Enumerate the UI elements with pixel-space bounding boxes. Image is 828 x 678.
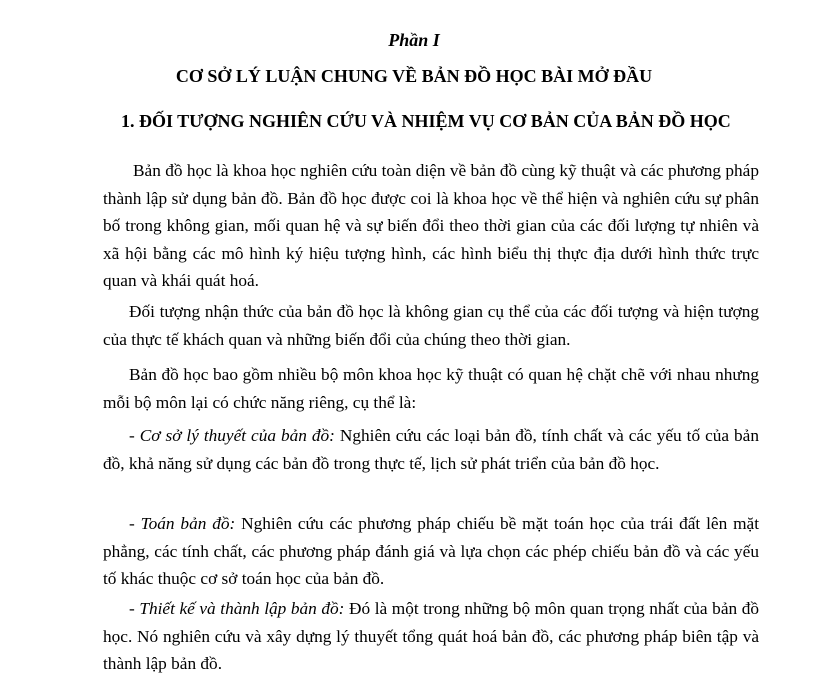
paragraph-text: Nghiên cứu các phương pháp chiếu bề mặt toán học của trái đất lên mặt phẳng, các tính chất, các phương pháp đánh giá và lựa chọn các phép chiếu bản đồ và các yếu tố khác thuộc cơ sở toán học của bản đồ. xyxy=(103,514,759,588)
part-title: Phần I xyxy=(388,30,440,50)
paragraph-text: Đó là một trong những bộ môn quan trọng nhất của bản đồ học. Nó nghiên cứu và xây dựng lý thuyết tổng quát hoá bản đồ, các phương pháp biên tập và thành lập bản đồ. xyxy=(103,599,760,673)
term-label: - Toán bản đồ: xyxy=(129,514,236,533)
paragraph-text: Bản đồ học bao gồm nhiều bộ môn khoa học kỹ thuật có quan hệ chặt chẽ với nhau nhưng mỗi bộ môn lại có chức năng riêng, cụ thể là: xyxy=(103,365,759,412)
section-heading: 1. ĐỐI TƯỢNG NGHIÊN CỨU VÀ NHIỆM VỤ CƠ BẢN CỦA BẢN ĐỒ HỌC xyxy=(121,111,731,131)
paragraph-text: Nghiên cứu các loại bản đồ, tính chất và các yếu tố của bản đồ, khả năng sử dụng các bản đồ trong thực tế, lịch sử phát triển của bản đồ học. xyxy=(103,426,759,473)
paragraph xyxy=(103,361,759,416)
paragraph xyxy=(103,298,759,353)
list-paragraph xyxy=(103,510,759,593)
main-title: CƠ SỞ LÝ LUẬN CHUNG VỀ BẢN ĐỒ HỌC BÀI MỞ ĐẦU xyxy=(175,66,653,86)
paragraph-text: Bản đồ học là khoa học nghiên cứu toàn diện về bản đồ cùng kỹ thuật và các phương pháp thành lập sử dụng bản đồ. Bản đồ học được coi là khoa học về thể hiện và nghiên cứu sự phân bố trong không gian, mối quan hệ và sự biến đổi theo thời gian của các đối lượng tự nhiên và xã hội bằng các mô hình ký hiệu tượng hình, các hình biểu thị thực địa dưới hình thức trực quan và khái quát hoá. xyxy=(103,161,759,290)
paragraph-text: Đối tượng nhận thức của bản đồ học là không gian cụ thể của các đối tượng và hiện tượng của thực tế khách quan và những biến đổi của chúng theo thời gian. xyxy=(103,302,759,349)
paragraph xyxy=(103,157,759,295)
list-paragraph xyxy=(103,595,759,678)
term-label: - Cơ sở lý thuyết của bản đồ: xyxy=(129,426,335,445)
term-label: - Thiết kế và thành lập bản đồ: xyxy=(129,599,345,618)
list-paragraph xyxy=(103,422,759,477)
